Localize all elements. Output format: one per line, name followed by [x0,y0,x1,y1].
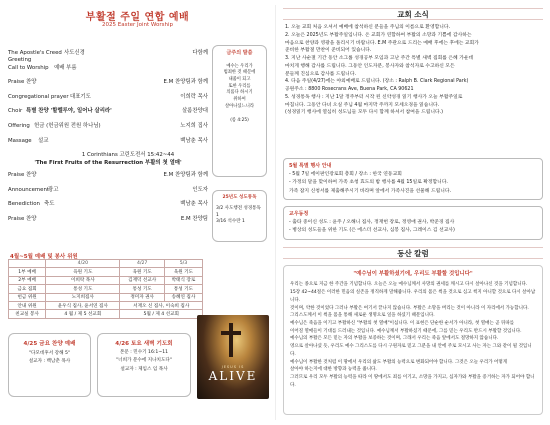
news-item: 2. 오늘은 2025년도 부활주일입니다. 온 교회가 연합하여 부활의 소망과 기쁨에 감사하는 [285,32,472,38]
column-line: 것이며, 약한 것이었다 그러나 부활은 여기서 끝나지 않습니다. 부활은 소망을 버리는 것이 아니라 이 자리에서 가능합니다. [290,305,529,311]
order-label: Announcement [8,186,50,193]
order-label: Choir [8,108,23,115]
table-cell: 5월 / 제 4 선교회 [120,310,203,318]
scripture-ref: 1 Corinthians 고린도전서 15:42~44 [81,152,175,159]
saturday-prayer-box [97,333,191,397]
duty-roster-table [8,259,203,319]
event-line: - 가정의 달을 맞이하여 가족 초청 효도의 밤 행사를 4월 15일로 확정합니다. [289,180,448,186]
news-item: 공원주소 : 8800 Rosecrans Ave, Buena Park, CA 90621 [285,87,414,93]
saturday-preacher: 설교자 : 제임스 임 목사 [120,366,168,372]
order-item: 특별 찬양 '할렐루야, 일어나 살리라' [26,108,112,115]
order-leader: 살롬찬양대 [181,108,208,115]
order-label-greeting: Greeting [8,57,32,63]
column-line: 예수님은 죽음을 이기고 부활하신 "부활의 첫 열매"이십니다. 이 표현은 단순한 순서가 아니라, 첫 열매는 곧 뒤따를 [290,320,515,326]
order-row-choir [8,108,208,123]
order-leader: 다함께 [192,50,208,56]
order-label: Call to Worship [8,64,49,71]
column-box [283,265,543,415]
news-item: 4. 다음 주일(4/27)에는 야외예배로 드립니다. (장소 : Ralph B. Clark Regional Park) [285,79,469,85]
table-cell: 4/27 [120,260,164,268]
table-cell: 통성 기도 [164,285,202,293]
order-label: Benediction [8,201,40,208]
order-item: 예배 부름 [54,64,77,71]
bible-reading-box [212,190,267,242]
order-row-closing-praise [8,216,208,231]
order-of-worship [8,50,208,231]
news-item: 3. 지난 사순절 기간 동안 소그룹 성경공부 모임과 고난 주간 특별 새벽 집회를 은혜 가운데 [285,56,474,62]
verse-line: 또한 우리를 [228,83,251,89]
center-divider [275,5,276,420]
order-row-benediction [8,201,208,216]
news-item: 마칩니다. 그동안 다녀 오실 주님 4월 마지막 주까지 모세오경을 읽습니다. [285,102,440,108]
worship-title: 부활절 주일 연합 예배 [85,12,190,23]
table-cell: 4 월 / 제 5 선교회 [46,310,120,318]
sermon-title: 'The First Fruits of the Resurrection 부활의 첫 열매' [34,160,182,167]
table-cell: 육원 기도 [120,268,164,276]
special-events-box [283,158,543,200]
table-row [9,310,203,318]
easter-image [197,315,269,399]
friday-sermon-title: "다모데후서 강해 5" [28,350,71,356]
saturday-sermon-title: "너희가 분수에 지나치도다" [116,358,172,364]
weekly-verse-box [212,45,267,177]
order-item: 찬양 [26,79,37,86]
table-row [9,285,203,293]
verse-reference: (롬 4:25) [230,118,249,124]
order-row-announcement [8,187,208,202]
verse-line: 예수는 우리가 [226,63,253,69]
table-cell: 안내 위원 [9,301,46,309]
table-cell: 금요 집회 [9,285,46,293]
order-item: 찬양 [26,172,37,179]
members-line: - 출타 중이신 성도 : 윤주 / 오해니 집사, 정재헌 장로, 정영애 권사, 박준경 집사 [289,219,455,225]
table-cell: 4/20 [46,260,120,268]
order-row-praise [8,79,208,94]
verse-line: 내줌이 되고 [228,77,251,83]
order-item: 광고 [48,186,59,193]
event-line: 가족 잡지 신청서를 제출해주시기 바라며 앞에서 가족사진을 선물해 드립니다. [289,188,452,194]
column-line: 예수님의 부활은 모든 믿는 자의 부활을 보증하는 것이며, 그래서 우리는 죽음 앞에서도 절망하지 않습니다. [290,336,499,342]
column-line: 예수님이 부활한 것처럼 이 땅에서 우리의 삶도 부활의 능력으로 변화되어야 합니다. 그것은 오늘 우리가 어떻게 [290,359,508,365]
friday-preacher: 설교자 : 백남춘 목사 [28,359,71,365]
order-row-scripture [8,152,208,172]
order-label: Offering [8,122,30,129]
order-item: 사도신경 [64,50,85,56]
friday-worship-title: 4/25 금요 찬양 예배 [23,341,76,347]
table-cell: 송혜연 집사 [164,293,202,301]
order-leader: 인도자 [192,186,208,193]
reading-line: 3/16 석수란 1 [216,219,245,225]
order-item: 찬양 [26,215,37,222]
verse-line: 의롭다 하시기 [226,90,253,96]
news-item: 5. 성경통독 행사 : 지난 1달 정주부터 시작 된 신약성경 읽기 행사가 오늘 부활주일로 [285,94,463,100]
column-line: 살아야 하는지에 대한 방향과 능력을 줍니다. [290,367,377,373]
order-item: 대표기도 [70,93,91,100]
table-cell: 2부 예배 [9,276,46,284]
table-row [9,276,203,284]
column-line: 우리는 종으로 지금 한 주간을 기념합니다. 오늘은 오늘 예수님께서 사망의 권세를 깨시고 다시 살아나신 것을 기념합니다. [290,282,528,288]
table-row [9,293,203,301]
column-title: 동산 칼럼 [283,247,543,259]
table-cell: 박태식 장로 [164,276,202,284]
table-cell: 통성 기도 [46,285,120,293]
news-item: 분들께 진심으로 감사를 드립니다. [285,71,356,77]
news-item: 준비한 부활절 만찬이 준비되어 있습니다. [285,48,372,54]
news-item: 마음으로 찬양과 영광을 돌리시기 바랍니다. E.M 주관으로 드리는 예배 후에는 후에는 교회가 [285,40,479,46]
table-cell: 통성 기도 [120,285,164,293]
order-leader: E.M 찬양팀과 함께 [163,172,208,179]
table-cell: 김재덕 선교사 [120,276,164,284]
table-cell: 노지희집사 [46,293,120,301]
members-news-box [283,206,543,240]
order-row-call [8,65,208,80]
column-line: 그러므로 우리 모두 부활의 능력을 따라 이 땅에서도 죄를 이기고, 소망을 가지고, 십자가와 부활을 증거하는 자가 되어야 합니다. [290,375,535,388]
table-row [9,301,203,309]
table-cell: 1부 예배 [9,268,46,276]
members-line: - 병상의 성도들을 위한 기도 (은 에스더 선교사, 심봉 집사, 그레이스 김 선교사) [289,228,455,234]
order-item: 설교 [38,137,49,144]
order-label: The Apostle's Creed [8,50,62,56]
order-leader: E.M 찬양팀과 함께 [163,79,208,86]
order-leader: E.M 찬양팀 [180,215,208,222]
table-cell [9,260,46,268]
order-label: Praise [8,79,25,86]
column-line: 그리스도께서 이 썩을 몸을 통해 새로운 생명으로 일을 하셨기 때문입니다. [290,313,435,319]
image-caption-small: JESUS IS [221,365,245,369]
table-row [9,260,203,268]
church-news-list [283,24,543,117]
order-row-prayer [8,94,208,109]
verse-line: 위하여 [233,97,246,103]
event-line: - 5월 7일 에이판인장로회 총회 / 장소 : 한국 연동교회 [289,171,402,177]
order-leader: 백남춘 목사 [180,137,208,144]
bible-reading-title: 25년도 성도통독 [222,195,257,200]
cross-shape [221,331,241,335]
table-cell: 이희락 목사 [46,276,120,284]
saturday-scripture: 본문 : 민수기 16:1~11 [119,350,169,356]
table-cell: 5/3 [164,260,202,268]
saturday-prayer-title: 4/26 토요 새벽 기도회 [115,341,173,347]
table-cell: 친교실 봉사 [9,310,46,318]
order-label: Praise [8,215,25,222]
order-label: Massage [8,137,32,144]
order-leader: 백남춘 목사 [180,201,208,208]
verse-line: 살아나셨느니라 [224,103,255,109]
table-cell: 윤우식 집사, 윤서연 집사 [46,301,120,309]
column-line: 15장 42~44절은 이러한 민음의 실존을 정직하게 말해줍니다. 우리의 몸은 썩을 것으로 심고 썩지 아니할 것으로 다시 살아납니다. [290,290,536,303]
reading-line: 3/2 사도행전 성경통독 1 [216,205,261,218]
news-item: (성경읽기 행사에 열심히 성도님들 모두 다시 함께 하셔서 참여을 드립니다.) [285,110,444,116]
order-row-creed [8,50,208,65]
table-cell: 헌금 위원 [9,293,46,301]
table-cell: 육원 기도 [46,268,120,276]
image-caption-alive: ALIVE [208,369,258,383]
worship-subtitle: 2025 Easter Joint Worship [101,22,174,28]
table-row [9,268,203,276]
table-cell: 육원 기도 [164,268,202,276]
weekly-verse-title: 금주의 말씀 [226,50,253,56]
order-row-offering [8,123,208,138]
cross-shape [229,323,233,357]
members-news-title: 교우동정 [289,211,309,217]
column-line: 이어질 열매들이 기대를 드러내는 것입니다. 예수님께서 부활하셨기 때문에, 그를 믿는 우리도 반드시 부활할 것입니다. [290,328,522,334]
duty-roster-title: 4월~5월 예배 및 봉사 위원 [10,254,78,260]
order-label: Praise [8,172,25,179]
news-item: 마치게 행해 감사를 드립니다. 그동안 인도자분, 봉사자와 참석자로 수고하신 모든 [285,63,455,69]
order-row-message [8,138,208,153]
order-item: 축도 [44,201,55,208]
order-leader: 이희락 목사 [180,93,208,100]
table-cell: 정미자 권사 [120,293,164,301]
column-line: 영으로 살아나셨 듯, 우리도 예수 그리스도를 다시 구원자로 믿고 그분을 내 안에 주로 모시고 사는 자는 그와 같이 될 것입니다. [290,344,532,357]
table-cell: 서재오 신 집사, 이숙희 집사 [120,301,203,309]
friday-worship-box [8,333,91,397]
verse-line: 범죄한 것 때문에 [223,70,256,76]
order-leader: 노지희 집사 [180,122,208,129]
news-item: 1. 오늘 교회 처음 오셔서 예배에 참석하신 분들을 주님의 이름으로 환영합니다. [285,25,450,30]
order-label: Congregational prayer [8,93,69,100]
column-heading: "예수님이 부활하셨기에, 우리도 부활할 것입니다" [353,271,473,277]
special-events-title: 5월 특별 행사 안내 [289,163,332,169]
order-item: 헌금 (헌금위원 전원 하나님) [34,122,101,129]
order-row-praise2 [8,172,208,187]
church-news-title: 교회 소식 [283,8,543,20]
